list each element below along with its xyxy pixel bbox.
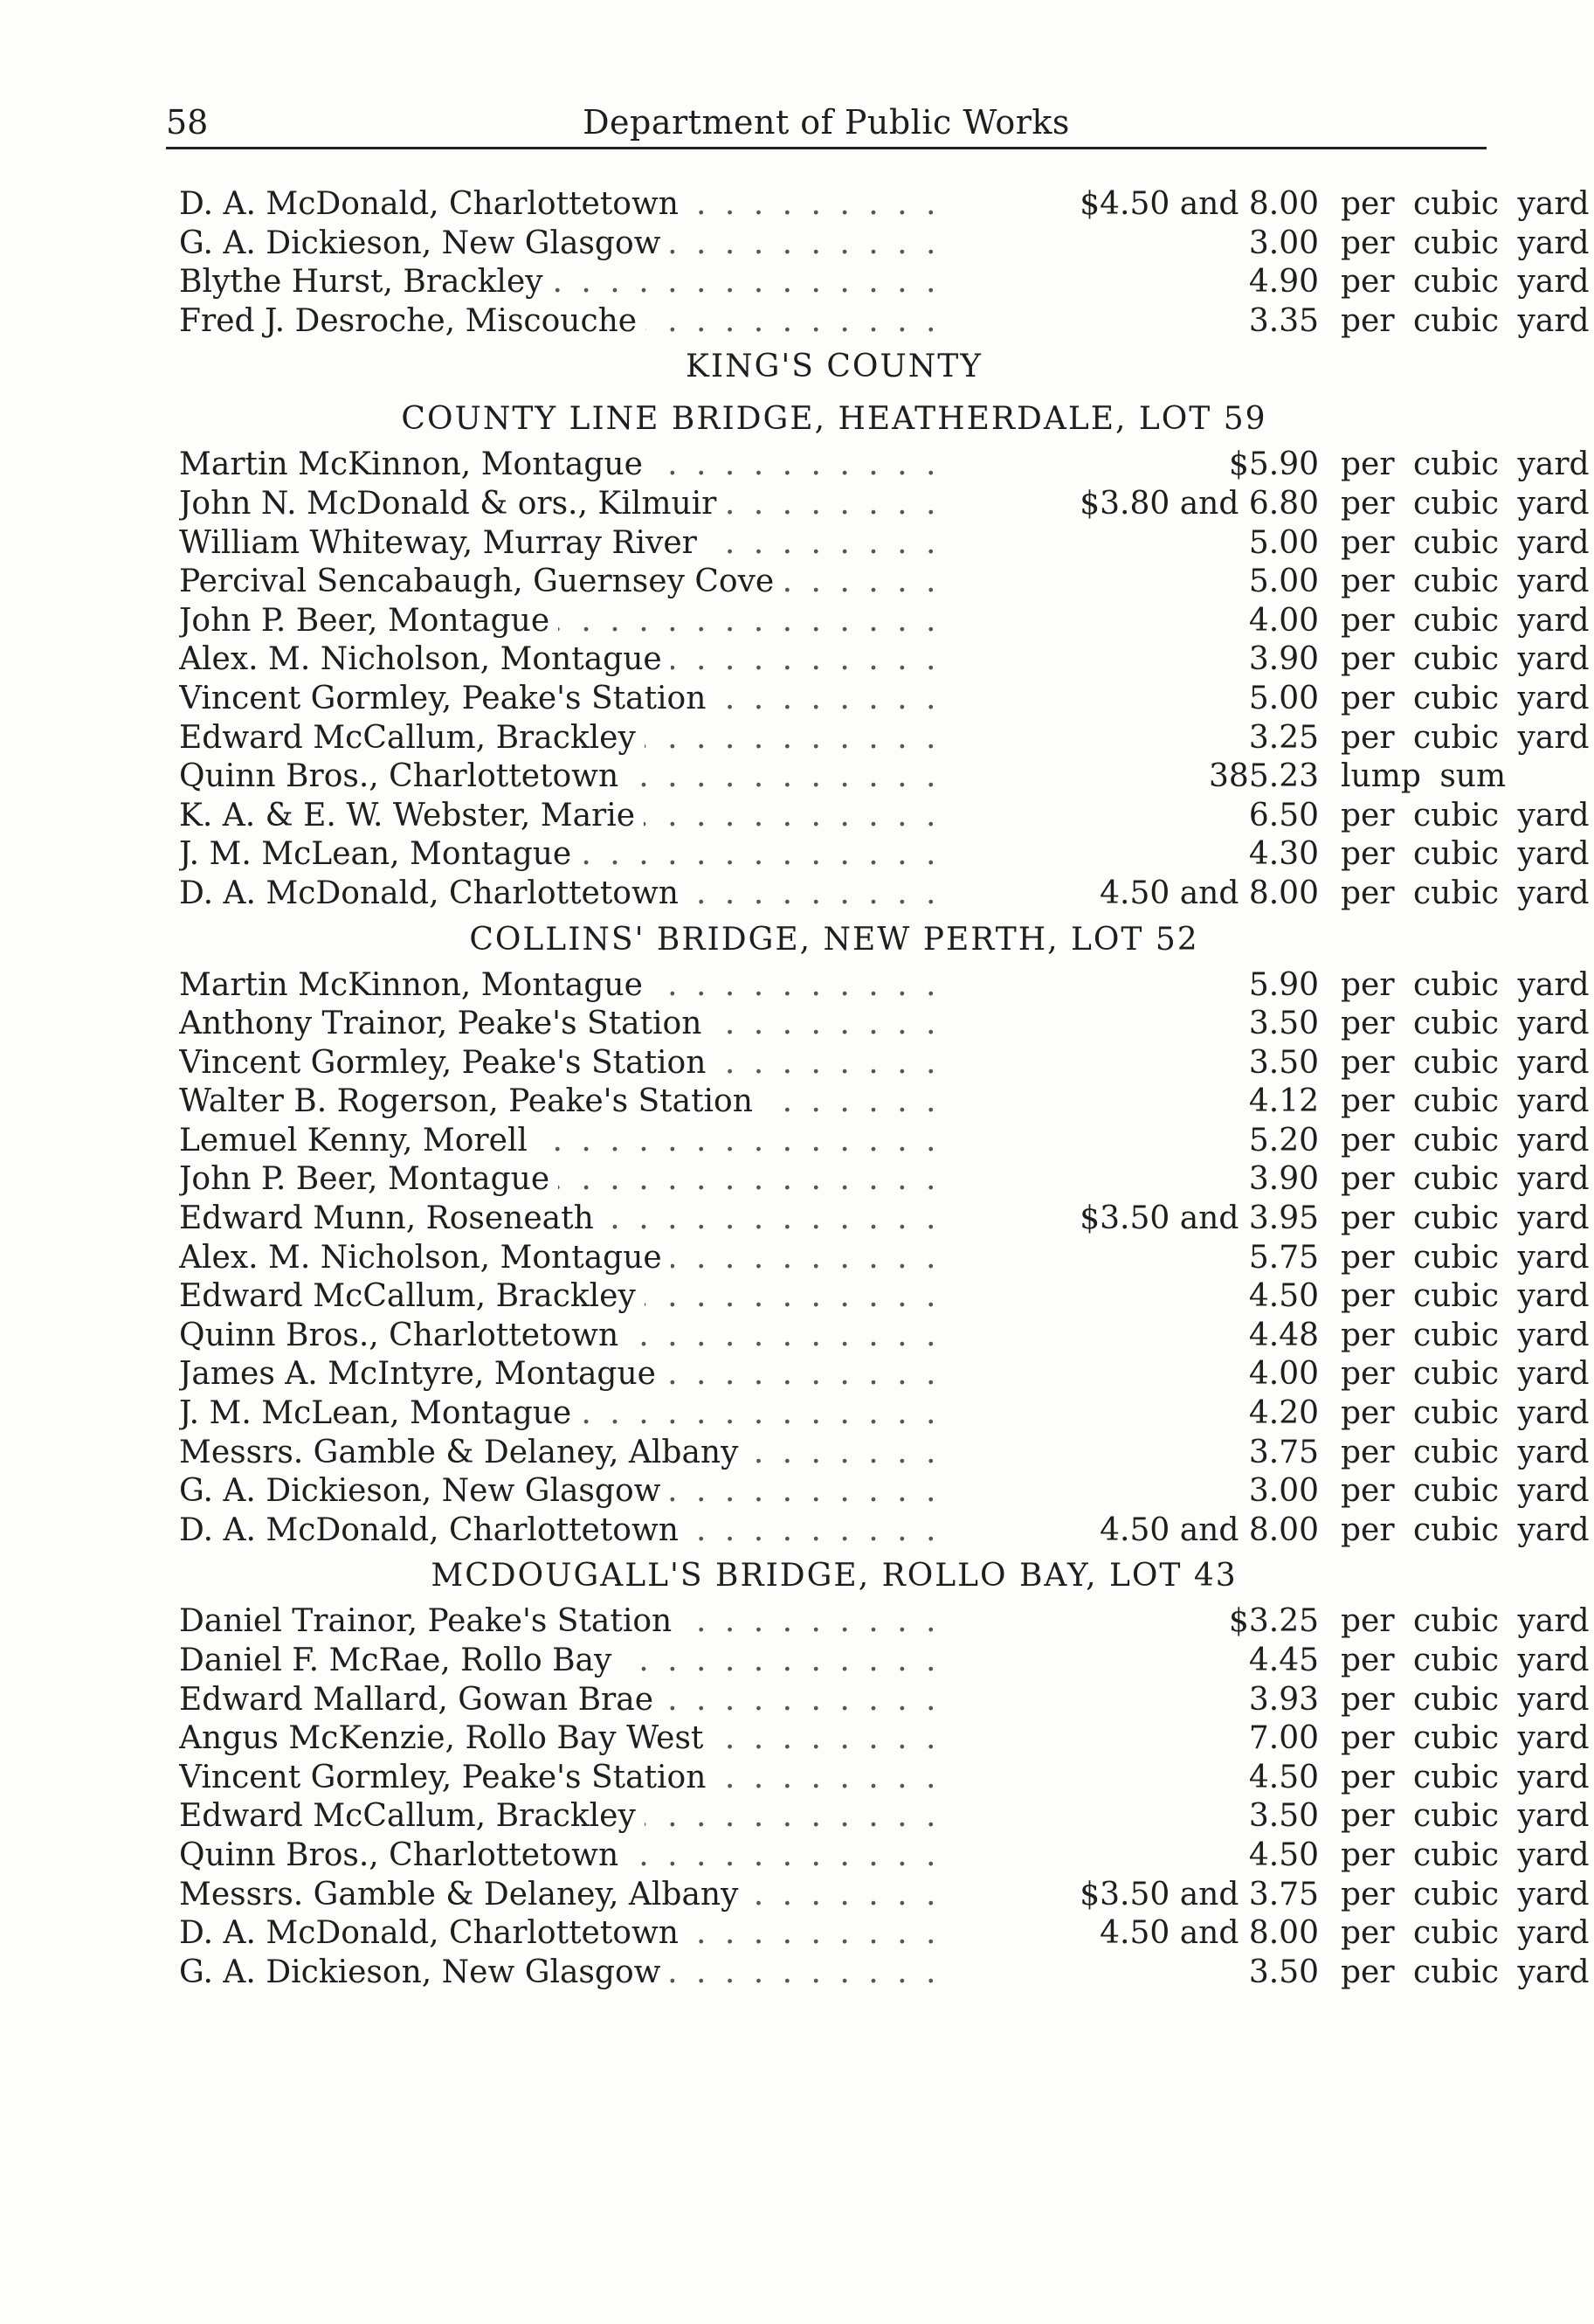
- tender-unit: per cubic yard: [1341, 524, 1590, 561]
- tender-unit: per cubic yard: [1341, 1200, 1590, 1237]
- contractor-name: Vincent Gormley, Peake's Station: [179, 1760, 714, 1795]
- contractor-cell: [179, 602, 952, 641]
- contractor-cell: [179, 1317, 952, 1356]
- contractor-name: G. A. Dickieson, New Glasgow: [179, 225, 669, 261]
- page-number: 58: [166, 103, 209, 142]
- contractor-cell: [179, 1005, 952, 1044]
- tender-amount: 3.50: [1248, 1006, 1319, 1042]
- page-header: [166, 103, 1487, 149]
- contractor-cell: [179, 680, 952, 719]
- tender-unit: per cubic yard: [1341, 1954, 1590, 1990]
- contractor-name: Martin McKinnon, Montague: [179, 967, 652, 1003]
- tender-row: [179, 1511, 1590, 1551]
- tender-unit: per cubic yard: [1341, 1876, 1590, 1912]
- tender-amount: 4.50: [1248, 1278, 1319, 1315]
- tender-unit: per cubic yard: [1341, 1759, 1590, 1795]
- contractor-cell: [179, 446, 952, 485]
- tender-unit: per cubic yard: [1341, 485, 1590, 522]
- contractor-name: Lemuel Kenny, Morell: [179, 1123, 536, 1159]
- tender-amount: 5.20: [1248, 1122, 1319, 1159]
- tender-row: [179, 1317, 1590, 1356]
- tender-unit: per cubic yard: [1341, 1681, 1590, 1718]
- tender-unit: per cubic yard: [1341, 602, 1590, 639]
- contractor-cell: [179, 1472, 952, 1511]
- contractor-cell: [179, 524, 952, 564]
- tender-row: [179, 757, 1507, 797]
- section-title: COUNTY LINE BRIDGE, HEATHERDALE, LOT 59: [401, 401, 1267, 438]
- contractor-cell: [179, 1602, 952, 1642]
- tender-row: [179, 1200, 1590, 1239]
- contractor-cell: [179, 797, 952, 836]
- tender-amount: $3.25: [1228, 1603, 1319, 1640]
- tender-row: [179, 1836, 1590, 1876]
- tender-unit: per cubic yard: [1341, 1434, 1590, 1470]
- contractor-name: D. A. McDonald, Charlottetown: [179, 186, 687, 222]
- tender-amount: 4.30: [1248, 836, 1319, 873]
- tender-row: [179, 1759, 1590, 1798]
- tender-amount: 4.12: [1248, 1083, 1319, 1120]
- contractor-cell: [179, 1434, 952, 1473]
- tender-amount: 4.00: [1248, 602, 1319, 639]
- contractor-name: Percival Sencabaugh, Guernsey Cove: [179, 564, 783, 599]
- county-heading: KING'S COUNTY: [685, 349, 983, 385]
- contractor-name: K. A. & E. W. Webster, Marie: [179, 798, 644, 833]
- tender-amount: 6.50: [1248, 797, 1319, 833]
- tender-row: [179, 835, 1590, 875]
- contractor-name: J. M. McLean, Montague: [179, 836, 580, 872]
- contractor-name: Edward Munn, Roseneath: [179, 1200, 603, 1236]
- contractor-cell: [179, 485, 952, 524]
- tender-row: [179, 1044, 1590, 1083]
- tender-row: [179, 1954, 1590, 1993]
- tender-row: [179, 1005, 1590, 1044]
- tender-unit: per cubic yard: [1341, 1356, 1590, 1393]
- tender-amount: 3.75: [1248, 1434, 1319, 1470]
- contractor-name: Quinn Bros., Charlottetown: [179, 1318, 627, 1353]
- tender-unit: per cubic yard: [1341, 641, 1590, 678]
- contractor-name: G. A. Dickieson, New Glasgow: [179, 1954, 669, 1990]
- tender-unit: per cubic yard: [1341, 264, 1590, 301]
- tender-row: [179, 302, 1590, 342]
- contractor-name: John P. Beer, Montague: [179, 603, 558, 639]
- tender-amount: $3.50 and 3.75: [1080, 1876, 1319, 1912]
- contractor-name: Angus McKenzie, Rollo Bay West: [179, 1720, 712, 1756]
- contractor-name: Edward McCallum, Brackley: [179, 1278, 645, 1314]
- contractor-name: Vincent Gormley, Peake's Station: [179, 681, 714, 716]
- tender-amount: $4.50 and 8.00: [1080, 186, 1319, 222]
- tender-amount: 3.90: [1248, 1161, 1319, 1198]
- tender-amount: 3.00: [1248, 1473, 1319, 1510]
- tender-amount: 4.90: [1248, 264, 1319, 301]
- contractor-name: G. A. Dickieson, New Glasgow: [179, 1473, 669, 1509]
- contractor-name: Quinn Bros., Charlottetown: [179, 758, 627, 794]
- tender-unit: per cubic yard: [1341, 1161, 1590, 1198]
- contractor-cell: [179, 1876, 952, 1915]
- tender-unit: per cubic yard: [1341, 302, 1590, 339]
- tender-row: [179, 563, 1590, 602]
- contractor-cell: [179, 1914, 952, 1954]
- tender-amount: 4.50 and 8.00: [1100, 875, 1319, 911]
- contractor-name: Quinn Bros., Charlottetown: [179, 1837, 627, 1873]
- contractor-cell: [179, 1719, 952, 1759]
- contractor-cell: [179, 185, 952, 225]
- contractor-cell: [179, 1160, 952, 1200]
- tender-row: [179, 640, 1590, 680]
- contractor-name: James A. McIntyre, Montague: [179, 1356, 665, 1392]
- contractor-name: William Whiteway, Murray River: [179, 525, 706, 561]
- contractor-name: Vincent Gormley, Peake's Station: [179, 1045, 714, 1081]
- contractor-cell: [179, 1681, 952, 1720]
- tender-unit: lump sum: [1341, 758, 1507, 795]
- tender-row: [179, 602, 1590, 641]
- section-rows: [179, 446, 1590, 913]
- contractor-name: Alex. M. Nicholson, Montague: [179, 641, 671, 677]
- tender-unit: per cubic yard: [1341, 1836, 1590, 1873]
- contractor-cell: [179, 1044, 952, 1083]
- tender-unit: per cubic yard: [1341, 875, 1590, 911]
- contractor-name: Fred J. Desroche, Miscouche: [179, 303, 645, 339]
- tender-unit: per cubic yard: [1341, 186, 1590, 222]
- tender-unit: per cubic yard: [1341, 1083, 1590, 1120]
- contractor-name: Messrs. Gamble & Delaney, Albany: [179, 1435, 747, 1470]
- tender-amount: 4.50 and 8.00: [1100, 1511, 1319, 1548]
- tender-amount: 3.90: [1248, 641, 1319, 678]
- tender-unit: per cubic yard: [1341, 1720, 1590, 1757]
- tender-unit: per cubic yard: [1341, 1473, 1590, 1510]
- contractor-cell: [179, 719, 952, 758]
- tender-unit: per cubic yard: [1341, 1278, 1590, 1315]
- tender-row: [179, 1277, 1590, 1317]
- contractor-cell: [179, 1239, 952, 1278]
- contractor-cell: [179, 1200, 952, 1239]
- tender-row: [179, 1394, 1590, 1434]
- tender-amount: $3.50 and 3.95: [1080, 1200, 1319, 1237]
- tender-row: [179, 1602, 1590, 1642]
- tender-unit: per cubic yard: [1341, 225, 1590, 261]
- intro-rows: [179, 185, 1590, 341]
- contractor-name: Messrs. Gamble & Delaney, Albany: [179, 1877, 747, 1912]
- tender-unit: per cubic yard: [1341, 1239, 1590, 1276]
- tender-row: [179, 225, 1590, 264]
- tender-amount: 3.50: [1248, 1954, 1319, 1990]
- tender-row: [179, 485, 1590, 524]
- tender-amount: 4.50 and 8.00: [1100, 1915, 1319, 1952]
- tender-amount: 5.00: [1248, 680, 1319, 716]
- tender-unit: per cubic yard: [1341, 1395, 1590, 1432]
- tender-amount: 5.00: [1248, 524, 1319, 561]
- tender-row: [179, 966, 1590, 1006]
- tender-amount: $3.80 and 6.80: [1080, 485, 1319, 522]
- tender-unit: per cubic yard: [1341, 1603, 1590, 1640]
- tender-unit: per cubic yard: [1341, 446, 1590, 483]
- tender-unit: per cubic yard: [1341, 1643, 1590, 1678]
- tender-unit: per cubic yard: [1341, 719, 1590, 756]
- contractor-name: Edward McCallum, Brackley: [179, 720, 645, 756]
- section-rows: [179, 1602, 1590, 1992]
- tender-row: [179, 875, 1590, 914]
- tender-row: [179, 1719, 1590, 1759]
- tender-row: [179, 1472, 1590, 1511]
- running-head: Department of Public Works: [583, 103, 1070, 142]
- tender-amount: $5.90: [1228, 446, 1319, 483]
- contractor-name: Daniel Trainor, Peake's Station: [179, 1603, 680, 1639]
- tender-row: [179, 1434, 1590, 1473]
- tender-unit: per cubic yard: [1341, 1006, 1590, 1042]
- contractor-cell: [179, 302, 952, 342]
- tender-unit: per cubic yard: [1341, 1915, 1590, 1952]
- contractor-cell: [179, 1797, 952, 1836]
- tender-amount: 7.00: [1248, 1720, 1319, 1757]
- tender-amount: 5.00: [1248, 564, 1319, 600]
- contractor-cell: [179, 563, 952, 602]
- contractor-cell: [179, 263, 952, 302]
- tender-row: [179, 680, 1590, 719]
- tender-unit: per cubic yard: [1341, 564, 1590, 600]
- contractor-cell: [179, 875, 952, 914]
- tender-unit: per cubic yard: [1341, 966, 1590, 1003]
- tender-amount: 5.90: [1248, 966, 1319, 1003]
- tender-unit: per cubic yard: [1341, 1122, 1590, 1159]
- contractor-name: John P. Beer, Montague: [179, 1161, 558, 1197]
- contractor-cell: [179, 1642, 952, 1681]
- tender-row: [179, 263, 1590, 302]
- contractor-cell: [179, 1122, 952, 1161]
- tender-unit: per cubic yard: [1341, 797, 1590, 833]
- section-rows: [179, 966, 1590, 1551]
- tender-amount: 3.50: [1248, 1798, 1319, 1835]
- contractor-name: Alex. M. Nicholson, Montague: [179, 1240, 671, 1276]
- tender-unit: per cubic yard: [1341, 680, 1590, 716]
- tender-row: [179, 1797, 1590, 1836]
- tender-unit: per cubic yard: [1341, 1511, 1590, 1548]
- tender-row: [179, 1642, 1590, 1681]
- contractor-cell: [179, 640, 952, 680]
- tender-amount: 5.75: [1248, 1239, 1319, 1276]
- tender-amount: 4.20: [1248, 1395, 1319, 1432]
- tender-row: [179, 719, 1590, 758]
- contractor-cell: [179, 757, 952, 797]
- tender-row: [179, 446, 1590, 485]
- tender-row: [179, 1122, 1590, 1161]
- section-title: COLLINS' BRIDGE, NEW PERTH, LOT 52: [469, 921, 1199, 958]
- contractor-name: D. A. McDonald, Charlottetown: [179, 1915, 687, 1951]
- contractor-cell: [179, 1082, 952, 1122]
- tender-unit: per cubic yard: [1341, 1798, 1590, 1835]
- tender-amount: 4.00: [1248, 1356, 1319, 1393]
- contractor-name: Anthony Trainor, Peake's Station: [179, 1006, 710, 1041]
- contractor-cell: [179, 1836, 952, 1876]
- tender-amount: 3.50: [1248, 1044, 1319, 1081]
- contractor-cell: [179, 1511, 952, 1551]
- tender-row: [179, 1239, 1590, 1278]
- section-title: MCDOUGALL'S BRIDGE, ROLLO BAY, LOT 43: [431, 1558, 1238, 1594]
- contractor-cell: [179, 1355, 952, 1394]
- contractor-name: D. A. McDonald, Charlottetown: [179, 1512, 687, 1548]
- contractor-name: John N. McDonald & ors., Kilmuir: [179, 486, 725, 522]
- tender-row: [179, 1082, 1590, 1122]
- tender-row: [179, 1160, 1590, 1200]
- contractor-name: Walter B. Rogerson, Peake's Station: [179, 1083, 762, 1119]
- tender-amount: 3.35: [1248, 302, 1319, 339]
- tender-row: [179, 185, 1590, 225]
- tender-row: [179, 1914, 1590, 1954]
- tender-amount: 4.48: [1248, 1317, 1319, 1353]
- tender-amount: 4.50: [1248, 1759, 1319, 1795]
- contractor-name: Edward Mallard, Gowan Brae: [179, 1682, 662, 1718]
- tender-listing: [179, 185, 1590, 1992]
- contractor-name: Blythe Hurst, Brackley: [179, 264, 552, 300]
- tender-row: [179, 797, 1590, 836]
- tender-amount: 3.25: [1248, 719, 1319, 756]
- tender-amount: 3.00: [1248, 225, 1319, 261]
- tender-row: [179, 1681, 1590, 1720]
- contractor-cell: [179, 1759, 952, 1798]
- contractor-cell: [179, 1394, 952, 1434]
- contractor-name: Edward McCallum, Brackley: [179, 1798, 645, 1834]
- tender-row: [179, 1876, 1590, 1915]
- tender-row: [179, 1355, 1590, 1394]
- contractor-cell: [179, 1277, 952, 1317]
- tender-amount: 4.45: [1248, 1643, 1319, 1678]
- contractor-cell: [179, 966, 952, 1006]
- contractor-name: J. M. McLean, Montague: [179, 1395, 580, 1431]
- contractor-name: Daniel F. McRae, Rollo Bay: [179, 1643, 620, 1678]
- contractor-cell: [179, 225, 952, 264]
- tender-amount: 4.50: [1248, 1836, 1319, 1873]
- tender-amount: 385.23: [1209, 758, 1319, 795]
- contractor-cell: [179, 835, 952, 875]
- contractor-name: D. A. McDonald, Charlottetown: [179, 875, 687, 911]
- tender-amount: 3.93: [1248, 1681, 1319, 1718]
- contractor-name: Martin McKinnon, Montague: [179, 446, 652, 482]
- tender-unit: per cubic yard: [1341, 836, 1590, 873]
- contractor-cell: [179, 1954, 952, 1993]
- tender-row: [179, 524, 1590, 564]
- tender-unit: per cubic yard: [1341, 1044, 1590, 1081]
- tender-unit: per cubic yard: [1341, 1317, 1590, 1353]
